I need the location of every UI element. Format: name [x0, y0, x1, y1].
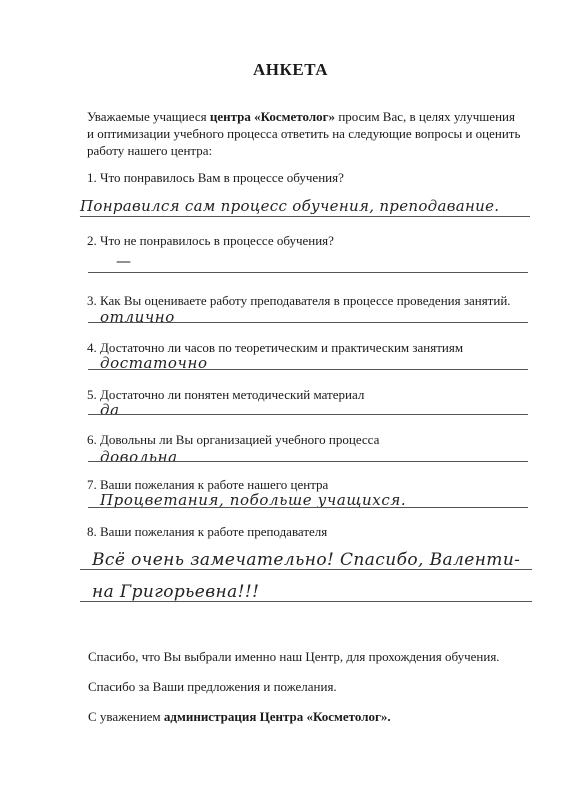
answer-line-6	[88, 461, 528, 462]
question-8: 8. Ваши пожелания к работе преподавателя	[87, 524, 328, 539]
intro-prefix: Уважаемые учащиеся	[87, 109, 210, 124]
answer-line-8b	[80, 601, 532, 602]
question-2: 2. Что не понравилось в процессе обучения?	[87, 233, 334, 248]
answer-5: да	[100, 401, 120, 419]
question-5: 5. Достаточно ли понятен методический материал	[87, 387, 365, 402]
regards-signature: администрация Центра «Косметолог».	[163, 709, 391, 724]
answer-6: довольна	[100, 448, 178, 466]
page-title: АНКЕТА	[253, 60, 328, 79]
answer-3: отлично	[100, 308, 175, 326]
intro-rest: просим Вас, в целях улучшения	[335, 109, 515, 124]
intro-center-name: центра «Косметолог»	[209, 109, 336, 124]
intro-line-1	[87, 108, 537, 125]
answer-line-5	[88, 414, 528, 415]
answer-line-8a	[80, 569, 532, 570]
answer-8-line-1: Всё очень замечательно! Спасибо, Валенти-	[92, 550, 521, 570]
thanks-choice-text: Спасибо, что Вы выбрали именно наш Центр, для прохождения обучения.	[88, 649, 500, 664]
intro-paragraph	[87, 108, 537, 159]
question-6: 6. Довольны ли Вы организацией учебного процесса	[87, 432, 380, 447]
regards-text	[88, 709, 391, 725]
answer-1: Понравился сам процесс обучения, преподавание.	[80, 197, 500, 215]
question-3: 3. Как Вы оцениваете работу преподавателя в процессе проведения занятий.	[87, 293, 511, 308]
answer-8-line-2: на Григорьевна!!!	[92, 582, 260, 602]
answer-line-1	[80, 216, 530, 217]
intro-line-2: и оптимизации учебного процесса ответить на следующие вопросы и оценить	[87, 126, 521, 141]
question-7: 7. Ваши пожелания к работе нашего центра	[87, 477, 329, 492]
answer-line-4	[88, 369, 528, 370]
answer-line-3	[88, 322, 528, 323]
answer-7: Процветания, побольше учащихся.	[100, 491, 407, 509]
answer-2: —	[116, 252, 132, 270]
intro-line-3: работу нашего центра:	[87, 143, 213, 158]
answer-4: достаточно	[100, 354, 208, 372]
question-1: 1. Что понравилось Вам в процессе обучения?	[87, 170, 344, 185]
regards-prefix: С уважением	[88, 709, 164, 724]
question-4: 4. Достаточно ли часов по теоретическим и практическим занятиям	[87, 340, 464, 355]
answer-line-2	[88, 272, 528, 273]
answer-line-7	[88, 507, 528, 508]
thanks-suggestions-text: Спасибо за Ваши предложения и пожелания.	[88, 679, 337, 694]
